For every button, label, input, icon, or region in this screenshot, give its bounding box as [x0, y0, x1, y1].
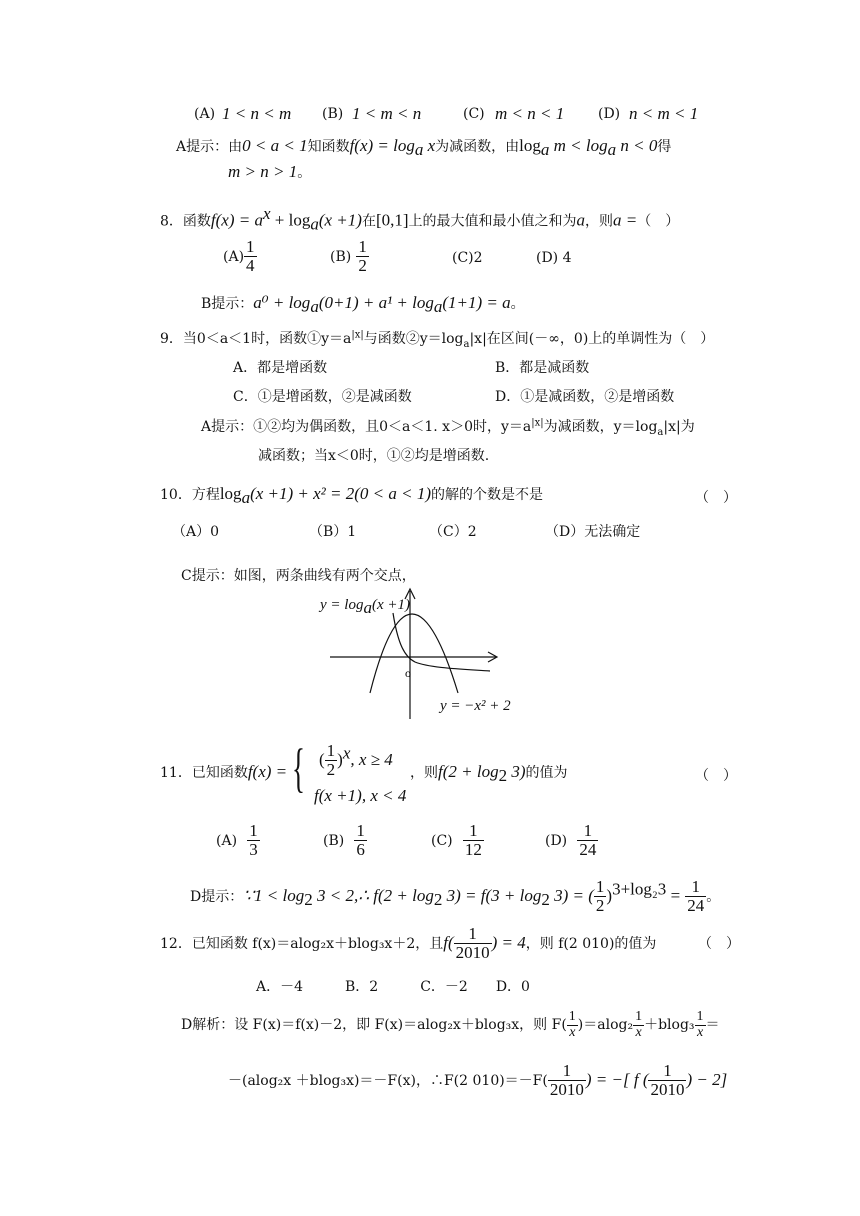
q7-opt-b: 1 < m < n	[352, 104, 422, 123]
log-curve	[393, 613, 490, 671]
q11-stem-suffix: ，则$f(2 + \log_2 3)$的值为	[410, 762, 568, 786]
q11-opt-d: (D) $\frac{1}{24}$	[545, 821, 597, 859]
q10-graph-label-log: $y = \log_a(x +1)$	[320, 597, 410, 618]
q12-options: A．－4 B．2 C．－2 D．0	[256, 979, 530, 995]
q11-stem-prefix: 11．已知函数f(x) =	[160, 762, 288, 781]
q9-opt-c: C．①是增函数，②是减函数	[233, 389, 412, 405]
q12-stem: 12．已知函数 f(x)＝alog₂x＋blog₃x＋2，且f( $\frac{1}{2010}$ ) = 4，则 f(2 010)的值为	[160, 924, 657, 962]
q12-solution-line1: D解析：设 F(x)＝f(x)－2，即 F(x)＝alog₂x＋blog₃x，则 F( $\frac{1}{x}$ )＝alog₂ $\frac{1}{x}$ ＋blog₃ $\frac{1}{x}$ ＝	[181, 1009, 720, 1040]
q10-opt-d: （D）无法确定	[545, 524, 641, 540]
q9-opt-a: A．都是增函数	[233, 360, 328, 376]
q8-hint: B提示：$a^0 + \log_a(0+1) + a^1 + \log_a(1+1) = a$。	[201, 293, 525, 317]
parabola-curve	[370, 614, 458, 693]
q11-opt-a: (A) $\frac{1}{3}$	[216, 821, 258, 859]
q12-paren: （ ）	[698, 936, 740, 952]
q10-opt-b: （B）1	[309, 524, 357, 540]
q7-opt-c: m < n < 1	[495, 104, 565, 123]
q11-opt-c: (C) $\frac{1}{12}$	[431, 821, 482, 859]
q7-opt-b-label: (B)	[322, 106, 344, 122]
q10-opt-c: （C）2	[429, 524, 477, 540]
q7-opt-a-label: (A)	[194, 106, 216, 122]
q8-opt-c: (C)2	[452, 250, 483, 266]
q7-hint-line2: m > n > 1。	[228, 162, 312, 181]
q9-opt-d: D．①是减函数，②是增函数	[495, 389, 675, 405]
q10-graph-label-parabola: y = −x² + 2	[440, 698, 511, 714]
q7-opt-c-label: (C)	[463, 106, 485, 122]
q10-stem: 10．方程$\log_a(x +1) + x^2 = 2(0 < a < 1)$的解的个数是不是	[160, 484, 544, 508]
q10-paren: （ ）	[695, 490, 737, 506]
q9-hint-line2: 减函数；当x＜0时，①②均是增函数.	[258, 448, 490, 464]
q8-stem: 8．函数$f(x) = a^x + \log_a(x +1)$在[0,1]上的最大值和最小值之和为a，则a =（ ）	[160, 204, 680, 234]
q9-hint-line1: A提示：①②均为偶函数，且0＜a＜1. x＞0时，$y=a^{|x|}$为减函数，$y=\log_a|x|$为	[201, 417, 695, 438]
q11-paren: （ ）	[695, 768, 737, 784]
q10-hint: C提示：如图，两条曲线有两个交点，	[181, 568, 416, 584]
q8-opt-b: (B) $\frac{1}{2}$	[330, 237, 367, 275]
q11-case1: ( $\frac{1}{2}$ )$^x$, x ≥ 4	[319, 741, 393, 779]
q7-opt-d: n < m < 1	[629, 104, 699, 123]
q12-solution-line2: －(alog₂x ＋blog₃x)＝－F(x)，∴F(2 010)＝－F( $\frac{1}{2010}$ ) = −[ f ( $\frac{1}{2010}$ ) − 2]	[228, 1061, 728, 1099]
q9-opt-b: B．都是减函数	[495, 360, 590, 376]
origin-label: o	[405, 666, 411, 680]
q7-opt-a: 1 < n < m	[222, 104, 292, 123]
q11-opt-b: (B) $\frac{1}{6}$	[323, 821, 365, 859]
q11-hint: D提示：∵1 < $\log_2 3$ < 2,∴ $f(2 + \log_2 3) = f(3 + \log_2 3)$ = ( $\frac{1}{2}$ )$^{3+log_23}$ = $\frac{1}{24}$ 。	[190, 877, 721, 915]
q10-opt-a: （A）0	[172, 524, 220, 540]
q7-opt-d-label: (D)	[598, 106, 621, 122]
q11-case2: f(x +1), x < 4	[314, 786, 407, 805]
q8-opt-d: (D) 4	[536, 250, 572, 266]
q8-opt-a: (A) $\frac{1}{4}$	[223, 237, 255, 275]
q7-hint-line1: A提示：由0 < a < 1知函数$f(x) = \log_a x$为减函数，由$\log_a m < \log_a n < 0$得	[176, 136, 672, 160]
q9-stem: 9．当0＜a＜1时，函数$①y=a^{|x|}$与函数$②y=\log_a|x|$在区间(－∞，0)上的单调性为（ ）	[160, 329, 715, 350]
